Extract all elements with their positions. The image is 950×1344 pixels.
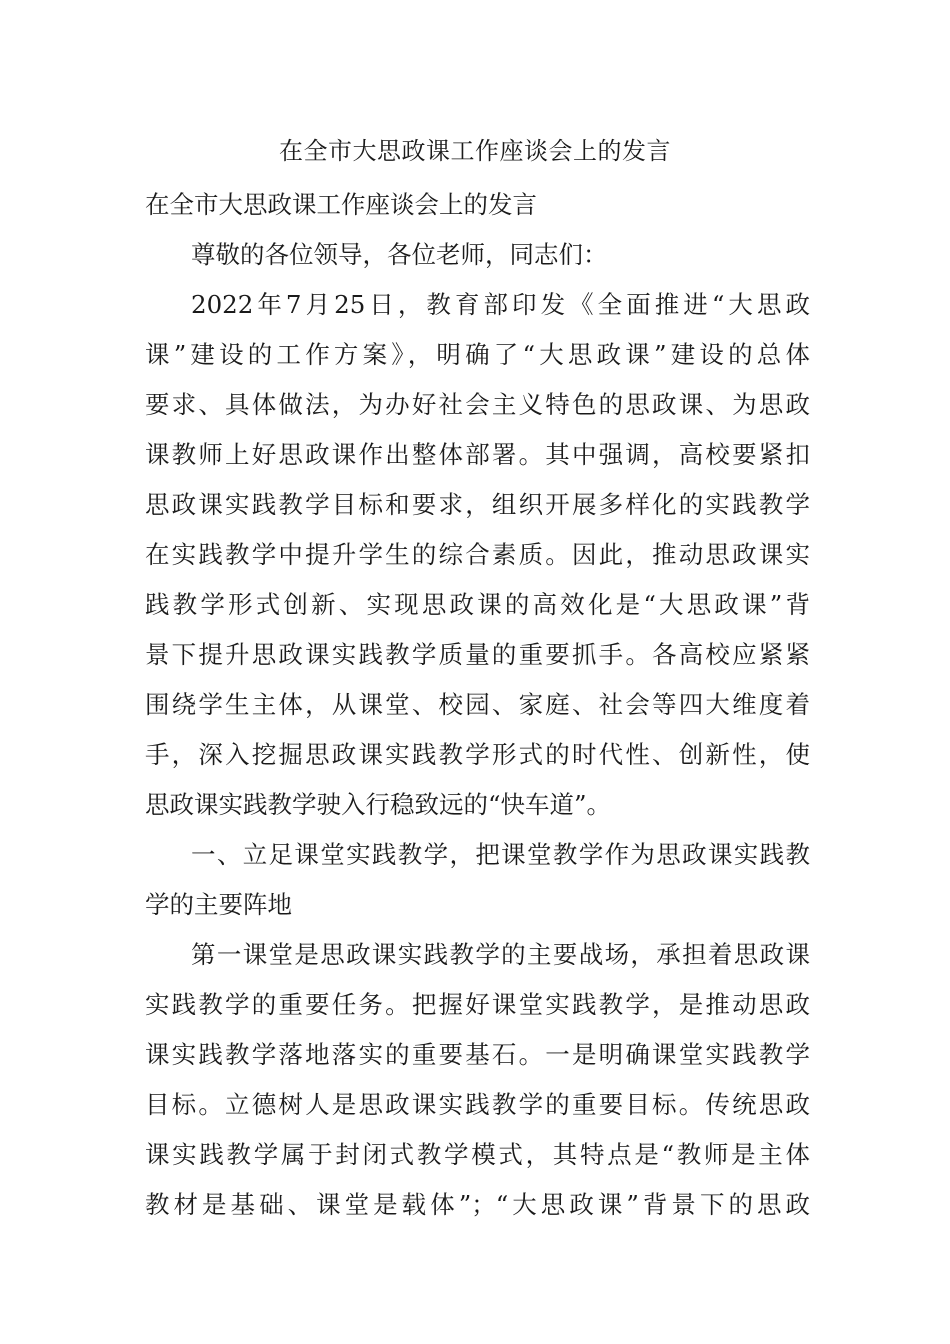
document-body bbox=[145, 180, 810, 1230]
document-title: 在全市大思政课工作座谈会上的发言 bbox=[279, 137, 671, 165]
body-line: 践教学形式创新、实现思政课的高效化是“大思政课”背 bbox=[145, 590, 810, 619]
body-line: 景下提升思政课实践教学质量的重要抓手。各高校应紧紧 bbox=[145, 640, 810, 669]
body-line: 手，深入挖掘思政课实践教学形式的时代性、创新性，使 bbox=[145, 740, 810, 769]
body-line: 思政课实践教学驶入行稳致远的“快车道”。 bbox=[145, 790, 612, 819]
body-line: 思政课实践教学目标和要求，组织开展多样化的实践教学 bbox=[145, 490, 810, 519]
body-line: 课实践教学属于封闭式教学模式，其特点是“教师是主体 bbox=[145, 1140, 810, 1169]
body-line: 第一课堂是思政课实践教学的主要战场，承担着思政课 bbox=[191, 940, 810, 969]
body-line: 课实践教学落地落实的重要基石。一是明确课堂实践教学 bbox=[145, 1040, 810, 1069]
body-line: 在全市大思政课工作座谈会上的发言 bbox=[145, 190, 537, 219]
body-line: 围绕学生主体，从课堂、校园、家庭、社会等四大维度着 bbox=[145, 690, 810, 719]
body-line: 课教师上好思政课作出整体部署。其中强调，高校要紧扣 bbox=[145, 440, 810, 469]
body-line: 2022年7月25日，教育部印发《全面推进“大思政 bbox=[191, 290, 810, 319]
body-line: 课”建设的工作方案》，明确了“大思政课”建设的总体 bbox=[145, 340, 810, 369]
body-line: 尊敬的各位领导，各位老师，同志们： bbox=[191, 240, 608, 269]
body-line: 一、立足课堂实践教学，把课堂教学作为思政课实践教 bbox=[191, 840, 810, 869]
body-line: 要求、具体做法，为办好社会主义特色的思政课、为思政 bbox=[145, 390, 810, 419]
body-line: 在实践教学中提升学生的综合素质。因此，推动思政课实 bbox=[145, 540, 810, 569]
body-line: 学的主要阵地 bbox=[145, 890, 292, 919]
body-line: 实践教学的重要任务。把握好课堂实践教学，是推动思政 bbox=[145, 990, 810, 1019]
body-line: 教材是基础、课堂是载体”；“大思政课”背景下的思政 bbox=[145, 1190, 810, 1219]
body-line: 目标。立德树人是思政课实践教学的重要目标。传统思政 bbox=[145, 1090, 810, 1119]
